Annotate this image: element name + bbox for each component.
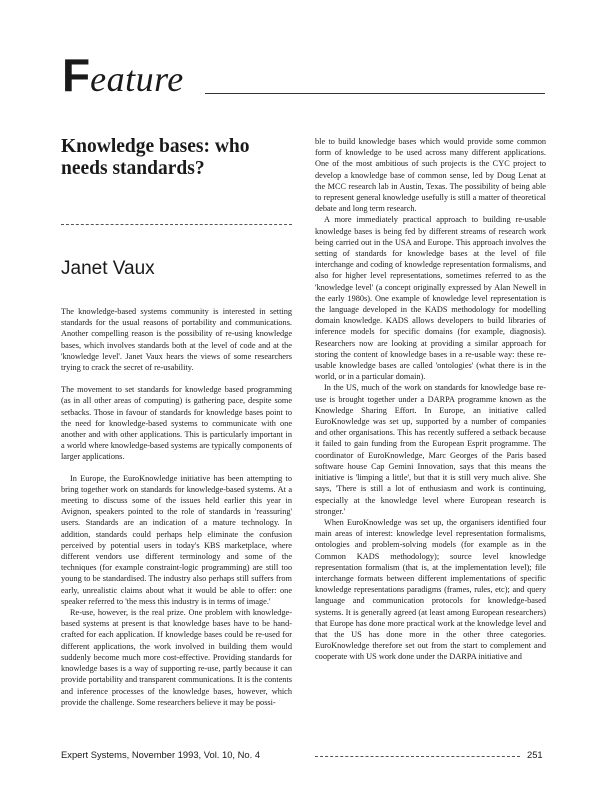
footer-rule [315,756,520,757]
header-rule [205,93,545,94]
standfirst-paragraph: The knowledge-based systems community is interested in setting standards for the usual reasons of portability and communications. Another compelling reason is the possibility of re-using knowledge bases, which involves standards both at the level of code and at the 'knowledge level'. Janet Vaux hears the views of some researchers trying to crack the secret of re-usability. [61,307,292,373]
left-column [61,136,292,708]
article-title: Knowledge bases: who needs standards? [61,136,250,179]
footer-page-number: 251 [527,749,543,760]
section-heading [62,49,184,101]
body-paragraph: In Europe, the EuroKnowledge initiative has been attempting to bring together work on standards for knowledge-based systems. At a meeting to discuss some of the issues held earlier this year in Avignon, speakers pointed to the role of standards in 'reassuring' users. Standards are an indication of a mature technology. In addition, standards could perhaps help eliminate the confusion perceived by potential users in today's KBS marketplace, where different vendors use different terminology and some of the techniques (for example constraint-logic programming) are still too young to be standardised. The industry also perhaps still suffers from early, unrealistic claims about what it would be able to offer: one speaker referred to 'the mess this industry is in terms of image.' [61,473,292,606]
article-author: Janet Vaux [61,258,155,279]
body-paragraph: When EuroKnowledge was set up, the organisers identified four main areas of interest: knowledge level representation formalisms, ontologies and problem-solving models (for example as in the Common KADS methodology); source level knowledge representation formalism (that is, at the implementation level); file interchange formats between different implementations of specific knowledge representations paradigms (frames, rules, etc); and query language and communication protocols for knowledge-based systems. It is generally agreed (at least among European researchers) that Europe has done more practical work at the knowledge level and that the US has done more in the other three categories. EuroKnowledge therefore set out from the start to complement and cooperate with US work done under the DARPA initiative and [315,517,546,662]
body-paragraph: The movement to set standards for knowledge based programming (as in all other areas of computing) is gathering pace, despite some setbacks. Those in favour of standards for knowledge bases point to the need for knowledge-based systems to communicate with one another and with other applications. This is particularly important in a world where knowledge-based systems are typically components of larger applications. [61,385,292,462]
body-paragraph: In the US, much of the work on standards for knowledge base re-use is brought together under a DARPA programme known as the Knowledge Sharing Effort. In Europe, an initiative called EuroKnowledge was set up, supported by a number of companies and other organisations. This has recently suffered a setback because it failed to gain funding from the European Esprit programme. The coordinator of EuroKnowledge, Marc Georges of the Paris based software house Cap Gemini Innovation, says that this means the initiative is 'limping a little', but that it is still very much alive. She says, 'There is still a lot of enthusiasm and work is continuing, especially at the knowledge level where European research is stronger.' [315,383,546,516]
body-paragraph: Re-use, however, is the real prize. One problem with knowledge-based systems at present is that knowledge bases have to be hand-crafted for each application. If knowledge bases could be re-used for different applications, the work involved in building them would suddenly become much more cost-effective. Providing standards for knowledge bases is a way of supporting re-use, partly because it can provide portability and transparent communications. It is the contents and inference processes of the knowledge bases, however, which provide the challenge. Some researchers believe it may be possi- [61,608,292,707]
title-divider [61,224,292,225]
body-paragraph: ble to build knowledge bases which would provide some common form of knowledge to be used across many different applications. One of the most ambitious of such projects is the CYC project to develop a knowledge base of common sense, led by Doug Lenat at the MCC research lab in Austin, Texas. The possibility of being able to represent general knowledge usefully is still a matter of theoretical debate and long term research. [315,137,546,214]
footer-journal-citation: Expert Systems, November 1993, Vol. 10, No. 4 [61,749,261,760]
section-heading-rest: eature [90,59,184,99]
section-heading-initial: F [62,49,91,101]
body-paragraph: A more immediately practical approach to building re-usable knowledge bases is being fed by different streams of research work being carried out in the USA and Europe. This approach involves the setting of standards for knowledge bases at the level of file interchange and coding of knowledge representation formalisms, and also for higher level representations, sometimes referred to as the 'knowledge level' (a concept originally expressed by Alan Newell in the early 1980s). One example of knowledge level representation is the language developed in the KADS methodology for modelling domain knowledge. KADS allows developers to build libraries of inference models for specific domains (for example, diagnosis). Researchers now are looking at providing a similar approach for storing the content of knowledge bases in a re-usable way: these re-usable knowledge bases are called 'ontologies' (what there is in the world, or in a particular domain). [315,215,546,382]
right-column [315,136,546,663]
